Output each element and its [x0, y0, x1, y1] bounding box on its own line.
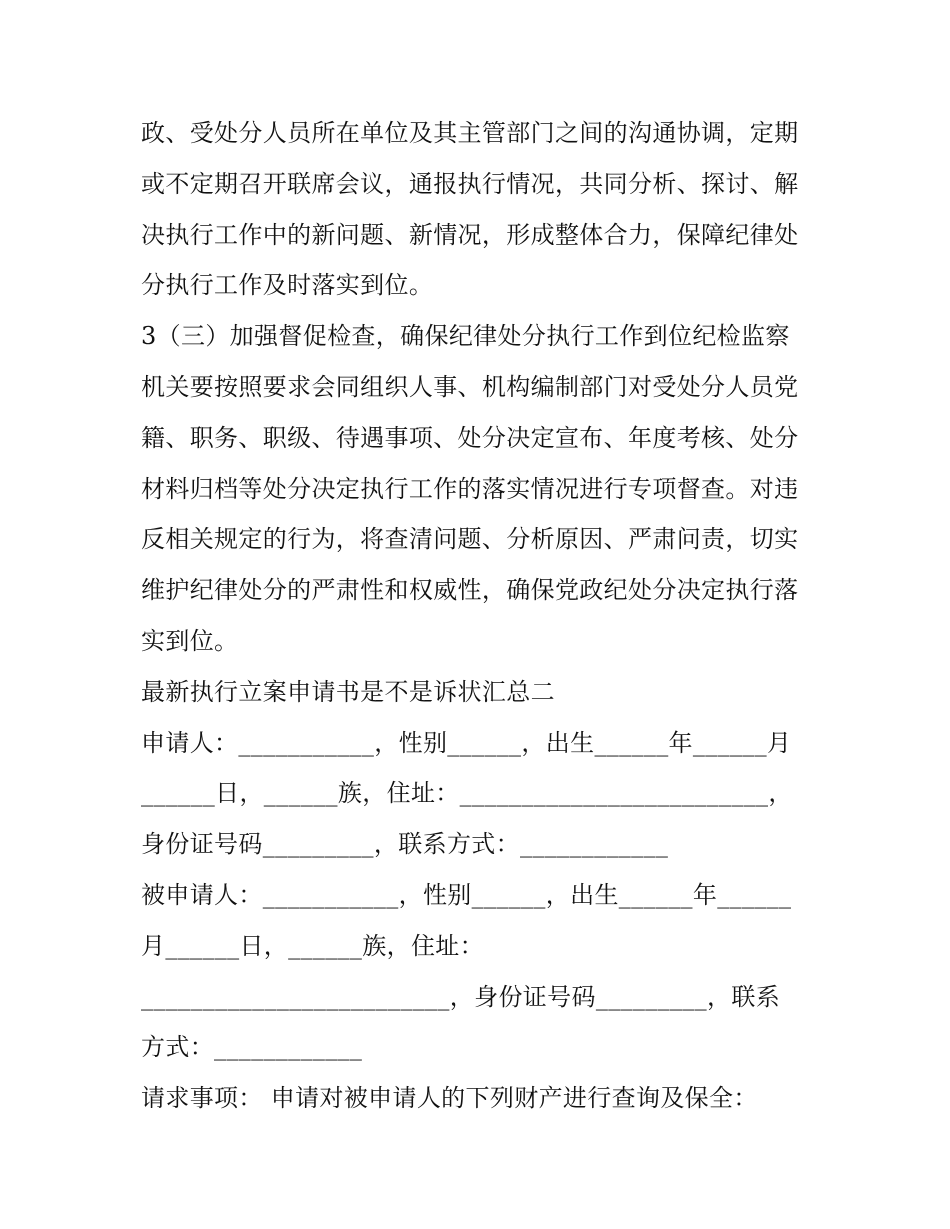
- respondent-info-line: 被申请人：___________，性别______，出生______年______: [141, 880, 792, 909]
- applicant-info-line: 申请人：___________，性别______，出生______年______月: [141, 728, 792, 757]
- section-heading: 最新执行立案申请书是不是诉状汇总二: [141, 677, 555, 706]
- paragraph-line: 政、受处分人员所在单位及其主管部门之间的沟通协调，定期: [141, 119, 799, 147]
- respondent-info-line: 方式：____________: [141, 1033, 363, 1062]
- paragraph-line: 维护纪律处分的严肃性和权威性，确保党政纪处分决定执行落: [141, 576, 799, 605]
- paragraph-line: 籍、职务、职级、待遇事项、处分决定宣布、年度考核、处分: [141, 423, 799, 452]
- paragraph-line: 机关要按照要求会同组织人事、机构编制部门对受处分人员党: [141, 372, 799, 401]
- paragraph-line: 决执行工作中的新问题、新情况，形成整体合力，保障纪律处: [141, 220, 799, 249]
- request-items-line: 请求事项： 申请对被申请人的下列财产进行查询及保全：: [141, 1084, 758, 1113]
- respondent-info-line: 月______日，______族，住址：: [141, 931, 484, 960]
- paragraph-line: 实到位。: [141, 626, 239, 655]
- applicant-info-line: ______日，______族，住址：_________________________，: [141, 779, 793, 808]
- applicant-info-line: 身份证号码_________，联系方式：____________: [141, 830, 669, 859]
- paragraph-line: 3（三）加强督促检查，确保纪律处分执行工作到位纪检监察: [141, 322, 790, 351]
- paragraph-line: 材料归档等处分决定执行工作的落实情况进行专项督查。对违: [141, 474, 799, 503]
- paragraph-line: 反相关规定的行为，将查清问题、分析原因、严肃问责，切实: [141, 525, 799, 554]
- paragraph-line: 分执行工作及时落实到位。: [141, 271, 434, 300]
- document-body: [141, 108, 821, 1124]
- respondent-info-line: _________________________，身份证号码_________，联系: [141, 982, 781, 1011]
- paragraph-line: 或不定期召开联席会议，通报执行情况，共同分析、探讨、解: [141, 169, 799, 198]
